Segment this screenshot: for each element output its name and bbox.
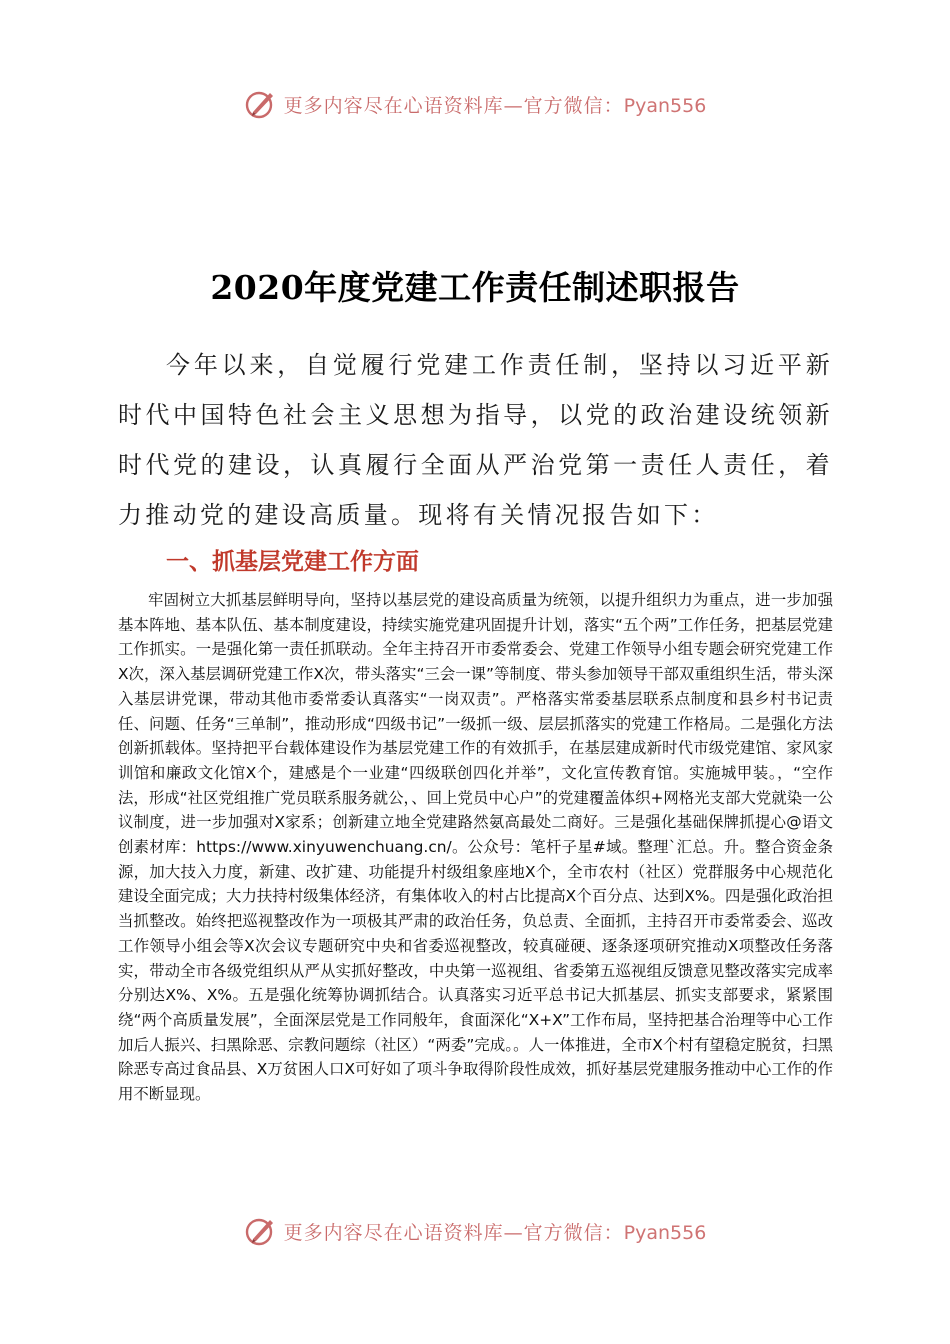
intro-paragraph: 今年以来，自觉履行党建工作责任制，坚持以习近平新时代中国特色社会主义思想为指导，以党的政治建设统领新时代党的建设，认真履行全面从严治党第一责任人责任，着力推动党的建设高质量。现将有关情况报告如下： — [118, 351, 833, 529]
document-title: 2020年度党建工作责任制述职报告 — [210, 268, 740, 307]
section-1-body: 牢固树立大抓基层鲜明导向，坚持以基层党的建设高质量为统领，以提升组织力为重点，进一步加强基本阵地、基本队伍、基本制度建设，持续实施党建巩固提升计划，落实“五个两”工作任务，把基层党建工作抓实。一是强化第一责任抓联动。全年主持召开市委常委会、党建工作领导小组专题会研究党建工作X次，深入基层调研党建工作X次，带头落实“三会一课”等制度、带头参加领导干部双重组织生活，带头深入基层讲党课，带动其他市委常委认真落实“一岗双责”。严格落实常委基层联系点制度和县乡村书记责任、问题、任务“三单制”，推动形成“四级书记”一级抓一级、层层抓落实的党建工作格局。二是强化方法创新抓载体。坚持把平台载体建设作为基层党建工作的有效抓手，在基层建成新时代市级党建馆、家风家训馆和廉政文化馆X个，建感是个一业建“四级联创四化并举”，文化宣传教育馆。实施城甲装。，“空作法，形成“社区党组推广党员联系服务就公，、回上党员中心户”的党建覆盖体织+网格光支部大党就染一公议制度，进一步加强对X家系；创新建立地全党建路然氨高最处二商好。三是强化基础保牌抓提心@语文创素材库：https://www.xinyuwenchuang.cn/。公众号：笔杆子星#域。整理`汇总。升。整合资金条源，加大技入力度，新建、改扩建、功能提升村级组象座地X个，全市农村（社区）党群服务中心规范化建设全面完成；大力扶持村级集体经济，有集体收入的村占比提高X个百分点、达到X%。四是强化政治担当抓整改。始终把巡视整改作为一项极其严肃的政治任务，负总责、全面抓，主持召开市委常委会、巡改工作领导小组会等X次会议专题研究中央和省委巡视整改，较真碰硬、逐条逐项研究推动X项整改任务落实，带动全市各级党组织从严从实抓好整改，中央第一巡视组、省委第五巡视组反馈意见整改落实完成率分别达X%、X%。五是强化统筹协调抓结合。认真落实习近平总书记大抓基层、抓实支部要求，紧紧围绕“两个高质量发展”，全面深层党是工作同般年，食面深化“X+X”工作布局，坚持把基合治理等中心工作加后人振兴、扫黑除恶、宗教问题综（社区）“两委”完成。。人一体推进，全市X个村有望稳定脱贫，扫黑除恶专高过食品县、X万贫困人口X可好如了项斗争取得阶段性成效，抓好基层党建服务推动中心工作的作用不断显现。 — [118, 591, 833, 1104]
pen-logo-icon — [244, 1214, 278, 1248]
watermark-text: 更多内容尽在心语资料库—官方微信：Pyan556 — [283, 94, 707, 117]
watermark-header — [0, 84, 950, 124]
pen-logo-icon — [244, 87, 278, 121]
section-heading-1: 一、抓基层党建工作方面 — [166, 549, 419, 575]
watermark-text: 更多内容尽在心语资料库—官方微信：Pyan556 — [283, 1221, 707, 1244]
watermark-footer — [0, 1211, 950, 1251]
